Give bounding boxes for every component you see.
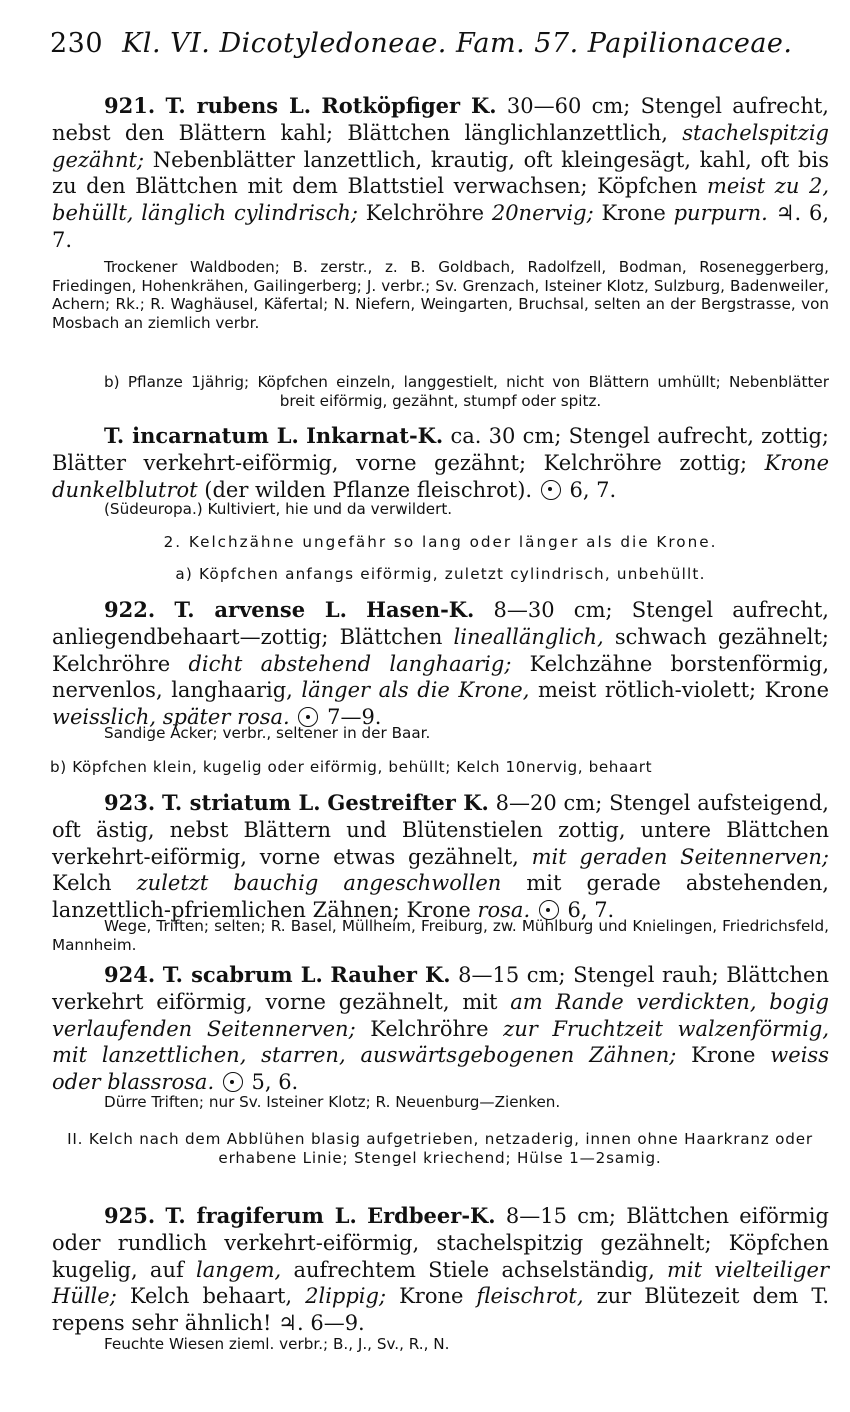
desc-italic: 20nervig;: [491, 201, 594, 226]
species-name: T. striatum L.: [161, 790, 321, 815]
desc-text: 5, 6.: [244, 1070, 299, 1095]
desc-italic: weiss oder blassrosa.: [52, 1043, 829, 1095]
species-incarnatum-description: [52, 423, 829, 503]
page-header: [50, 28, 793, 59]
desc-italic: purpurn.: [673, 201, 768, 226]
desc-italic: stachelspitzig gezähnt;: [52, 120, 829, 172]
desc-italic: weisslich, später rosa.: [52, 705, 290, 730]
desc-italic: zuletzt bauchig angeschwollen: [136, 871, 502, 896]
desc-text: mit gerade abstehenden, lanzettlich-pfriemlichen Zähnen; Krone: [52, 871, 829, 923]
species-924-distribution: Dürre Triften; nur Sv. Isteiner Klotz; R. Neuenburg—Zienken.: [104, 1093, 561, 1111]
key-II: II. Kelch nach dem Abblühen blasig aufgetrieben, netzaderig, innen ohne Haarkranz oder erhabene Linie; Stengel kriechend; Hülse 1—2samig.: [67, 1130, 813, 1167]
desc-italic: meist zu 2, behüllt, länglich cylindrisch;: [52, 174, 829, 226]
species-922-distribution: Sandige Äcker; verbr., seltener in der Baar.: [104, 724, 431, 742]
desc-text: meist rötlich-violett; Krone: [529, 678, 829, 703]
species-number: 921.: [104, 93, 156, 118]
desc-italic: lineallänglich,: [453, 624, 604, 649]
desc-italic: mit geraden Seitennerven;: [531, 844, 829, 869]
desc-text: 30—60 cm; Stengel aufrecht, nebst den Blättern kahl; Blättchen länglichlanzettlich,: [52, 94, 829, 145]
common-name: Rotköpfiger K.: [321, 93, 497, 118]
species-name: T. incarnatum L.: [104, 423, 299, 448]
species-number: 925.: [104, 1203, 156, 1228]
common-name: Rauher K.: [330, 962, 451, 987]
species-921-distribution: Trockener Waldboden; B. zerstr., z. B. Goldbach, Radolfzell, Bodman, Roseneggerberg, Friedingen, Hohenkrähen, Gailingerberg; J. verbr.; Sv. Grenzach, Isteiner Klotz, Sulzburg, Badenweiler, Achern; Rk.; R. Waghäusel, Käfertal; N. Niefern, Weingarten, Bruchsal, selten an der Bergstrasse, von Mosbach an ziemlich verbr.: [52, 258, 829, 332]
species-incarnatum-distribution: (Südeuropa.) Kultiviert, hie und da verwildert.: [104, 500, 453, 518]
species-923-distribution: Wege, Triften; selten; R. Basel, Müllheim, Freiburg, zw. Mühlburg und Knielingen, Friedrichsfeld, Mannheim.: [52, 917, 829, 954]
species-924-description: [52, 962, 829, 1096]
desc-text: 8—15 cm; Blättchen eiförmig oder rundlich verkehrt-eiförmig, stachelspitzig gezähnelt; Köpfchen kugelig, auf: [52, 1204, 829, 1282]
desc-text: 8—20 cm; Stengel aufsteigend, oft ästig, nebst Blättern und Blütenstielen zottig, untere Blättchen verkehrt-eiförmig, vorne etwas gezähnelt,: [52, 791, 829, 869]
desc-italic: länger als die Krone,: [301, 678, 530, 703]
desc-text: Nebenblätter lanzettlich, krautig, oft kleingesägt, kahl, oft bis zu den Blättchen mit dem Blattstiel verwachsen; Köpfchen: [52, 147, 829, 199]
desc-italic: langem,: [196, 1257, 282, 1282]
desc-text: Kelchröhre: [357, 201, 492, 226]
species-number: 923.: [104, 790, 156, 815]
annual-symbol-icon: [223, 1072, 243, 1092]
desc-italic: dicht abstehend langhaarig;: [188, 651, 512, 676]
desc-italic: mit vielteiliger Hülle;: [52, 1257, 829, 1309]
species-number: 924.: [104, 962, 156, 987]
desc-italic: rosa.: [477, 898, 531, 923]
species-name: T. fragiferum L.: [165, 1203, 357, 1228]
desc-text: zur Blütezeit dem T. repens sehr ähnlich! ♃. 6—9.: [52, 1284, 829, 1336]
running-title: Kl. VI. Dicotyledoneae. Fam. 57. Papilionaceae.: [122, 28, 793, 59]
page-number: 230: [50, 28, 104, 59]
desc-text: 6, 7.: [560, 898, 615, 923]
desc-text: ♃. 6, 7.: [52, 201, 830, 252]
desc-text: aufrechtem Stiele achselständig,: [281, 1257, 668, 1282]
desc-italic: Krone dunkelblutrot: [52, 450, 829, 502]
species-922-description: [52, 597, 829, 731]
desc-italic: zur Fruchtzeit walzenförmig, mit lanzettlichen, starren, auswärtsgebogenen Zähnen;: [52, 1016, 829, 1068]
desc-italic: 2lippig;: [305, 1284, 387, 1309]
desc-text: (der wilden Pflanze fleischrot).: [197, 477, 539, 502]
desc-italic: fleischrot,: [476, 1284, 584, 1309]
desc-text: 8—30 cm; Stengel aufrecht, anliegendbehaart—zottig; Blättchen: [52, 598, 829, 649]
species-name: T. rubens L.: [165, 93, 312, 118]
common-name: Gestreifter K.: [327, 790, 489, 815]
desc-text: Krone: [386, 1284, 477, 1309]
species-925-distribution: Feuchte Wiesen zieml. verbr.; B., J., Sv., R., N.: [104, 1335, 450, 1353]
desc-text: 6, 7.: [562, 477, 617, 502]
species-number: 922.: [104, 597, 156, 622]
desc-italic: am Rande verdickten, bogig verlaufenden Seitennerven;: [52, 989, 829, 1041]
desc-text: 7—9.: [320, 705, 382, 730]
common-name: Inkarnat-K.: [306, 423, 444, 448]
desc-text: Kelchzähne borstenförmig, nervenlos, langhaarig,: [52, 651, 829, 703]
key-a: a) Köpfchen anfangs eiförmig, zuletzt cylindrisch, unbehüllt.: [175, 565, 706, 583]
desc-text: 8—15 cm; Stengel rauh; Blättchen verkehrt eiförmig, vorne gezähnelt, mit: [52, 963, 829, 1014]
species-925-description: [52, 1203, 829, 1337]
key-b-annual: b) Pflanze 1jährig; Köpfchen einzeln, langgestielt, nicht von Blättern umhüllt; Nebenblätter breit eiförmig, gezähnt, stumpf oder spitz.: [104, 373, 829, 410]
common-name: Erdbeer-K.: [367, 1203, 496, 1228]
species-921-description: [52, 93, 829, 254]
desc-text: Kelch: [52, 871, 137, 896]
desc-text: schwach gezähnelt; Kelchröhre: [52, 624, 829, 676]
common-name: Hasen-K.: [366, 597, 475, 622]
species-name: T. scabrum L.: [162, 962, 323, 987]
desc-text: ca. 30 cm; Stengel aufrecht, zottig; Blätter verkehrt-eiförmig, vorne gezähnt; Kelchröhre zottig;: [52, 424, 829, 475]
annual-symbol-icon: [541, 480, 561, 500]
species-name: T. arvense L.: [174, 597, 347, 622]
key-b-small-heads: b) Köpfchen klein, kugelig oder eiförmig, behüllt; Kelch 10nervig, behaart: [50, 758, 653, 776]
desc-text: Kelch behaart,: [116, 1284, 306, 1309]
desc-text: Kelchröhre: [355, 1016, 504, 1041]
desc-text: Krone: [593, 201, 674, 226]
key-2: 2. Kelchzähne ungefähr so lang oder länger als die Krone.: [163, 533, 718, 551]
desc-text: Krone: [676, 1043, 771, 1068]
species-923-description: [52, 790, 829, 924]
